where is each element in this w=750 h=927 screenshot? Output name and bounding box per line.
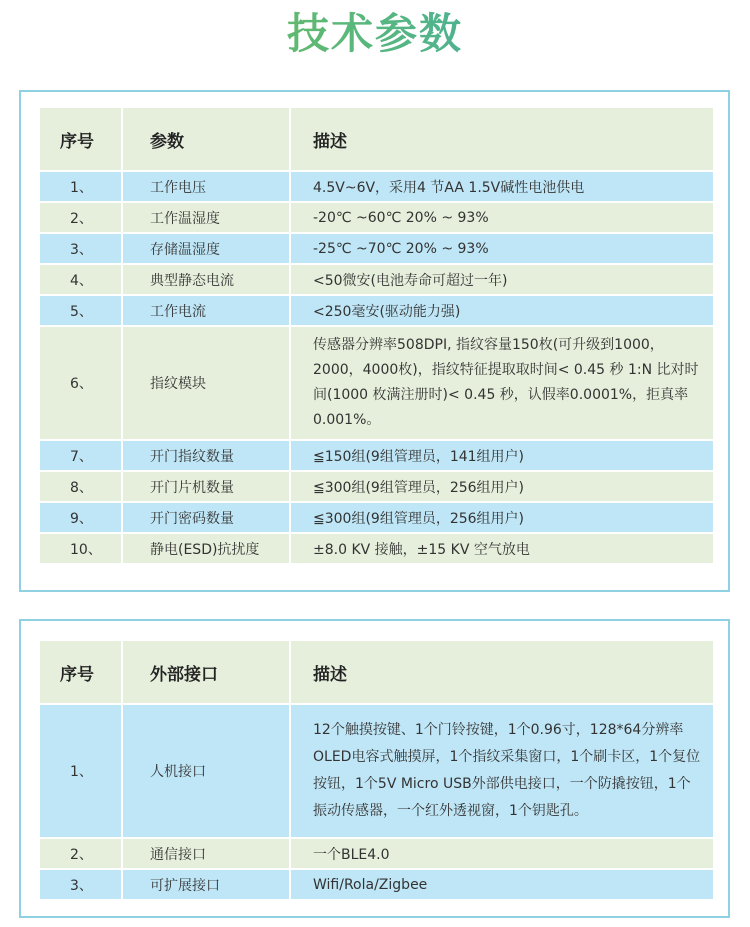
row-desc: 传感器分辨率508DPI, 指纹容量150枚(可升级到1000，2000，4000枚)，指纹特征提取取时间< 0.45 秒 1:N 比对时间(1000 枚满注册时)< 0.45 秒，认假率0.0001%，拒真率0.001%。 [290, 326, 714, 440]
header-param: 参数 [122, 107, 290, 171]
table-row [39, 838, 714, 869]
row-desc: ≦300组(9组管理员，256组用户) [290, 502, 714, 533]
table-row [39, 264, 714, 295]
spec-panel [19, 90, 730, 592]
table-row [39, 869, 714, 900]
row-desc: Wifi/Rola/Zigbee [290, 869, 714, 900]
table-row [39, 202, 714, 233]
table-header-row [39, 640, 714, 704]
table-row [39, 440, 714, 471]
row-no: 1、 [39, 704, 122, 838]
table-row [39, 171, 714, 202]
row-desc: -25℃ ~70℃ 20% ~ 93% [290, 233, 714, 264]
row-desc: <250毫安(驱动能力强) [290, 295, 714, 326]
header-no: 序号 [39, 107, 122, 171]
row-desc: 12个触摸按键、1个门铃按键，1个0.96寸，128*64分辨率OLED电容式触摸屏，1个指纹采集窗口，1个刷卡区，1个复位按钮，1个5V Micro USB外部供电接口，一个防撬按钮，1个振动传感器，一个红外透视窗，1个钥匙孔。 [290, 704, 714, 838]
row-no: 10、 [39, 533, 122, 564]
row-name: 典型静态电流 [122, 264, 290, 295]
table-row [39, 533, 714, 564]
row-name: 存储温湿度 [122, 233, 290, 264]
spec-table [38, 106, 715, 565]
table-row [39, 295, 714, 326]
table-row [39, 326, 714, 440]
row-name: 静电(ESD)抗扰度 [122, 533, 290, 564]
row-no: 1、 [39, 171, 122, 202]
row-no: 3、 [39, 233, 122, 264]
table-row [39, 233, 714, 264]
interface-table [38, 639, 715, 901]
row-no: 6、 [39, 326, 122, 440]
table-row [39, 704, 714, 838]
header-desc: 描述 [290, 640, 714, 704]
header-no: 序号 [39, 640, 122, 704]
interface-panel [19, 619, 730, 918]
table-header-row [39, 107, 714, 171]
row-no: 9、 [39, 502, 122, 533]
page-title: 技术参数 [0, 6, 750, 62]
table-row [39, 502, 714, 533]
row-name: 指纹模块 [122, 326, 290, 440]
header-desc: 描述 [290, 107, 714, 171]
row-desc: 一个BLE4.0 [290, 838, 714, 869]
row-name: 开门密码数量 [122, 502, 290, 533]
row-no: 4、 [39, 264, 122, 295]
row-name: 工作电流 [122, 295, 290, 326]
row-desc: -20℃ ~60℃ 20% ~ 93% [290, 202, 714, 233]
row-desc: <50微安(电池寿命可超过一年) [290, 264, 714, 295]
row-name: 开门指纹数量 [122, 440, 290, 471]
row-no: 2、 [39, 838, 122, 869]
row-desc: 4.5V~6V，采用4 节AA 1.5V碱性电池供电 [290, 171, 714, 202]
row-no: 7、 [39, 440, 122, 471]
row-name: 通信接口 [122, 838, 290, 869]
row-name: 人机接口 [122, 704, 290, 838]
row-desc: ≦150组(9组管理员，141组用户) [290, 440, 714, 471]
row-no: 3、 [39, 869, 122, 900]
row-no: 8、 [39, 471, 122, 502]
row-desc: ≦300组(9组管理员，256组用户) [290, 471, 714, 502]
row-no: 5、 [39, 295, 122, 326]
row-name: 工作温湿度 [122, 202, 290, 233]
row-name: 工作电压 [122, 171, 290, 202]
row-name: 可扩展接口 [122, 869, 290, 900]
row-no: 2、 [39, 202, 122, 233]
row-desc: ±8.0 KV 接触，±15 KV 空气放电 [290, 533, 714, 564]
header-interface: 外部接口 [122, 640, 290, 704]
row-name: 开门片机数量 [122, 471, 290, 502]
table-row [39, 471, 714, 502]
